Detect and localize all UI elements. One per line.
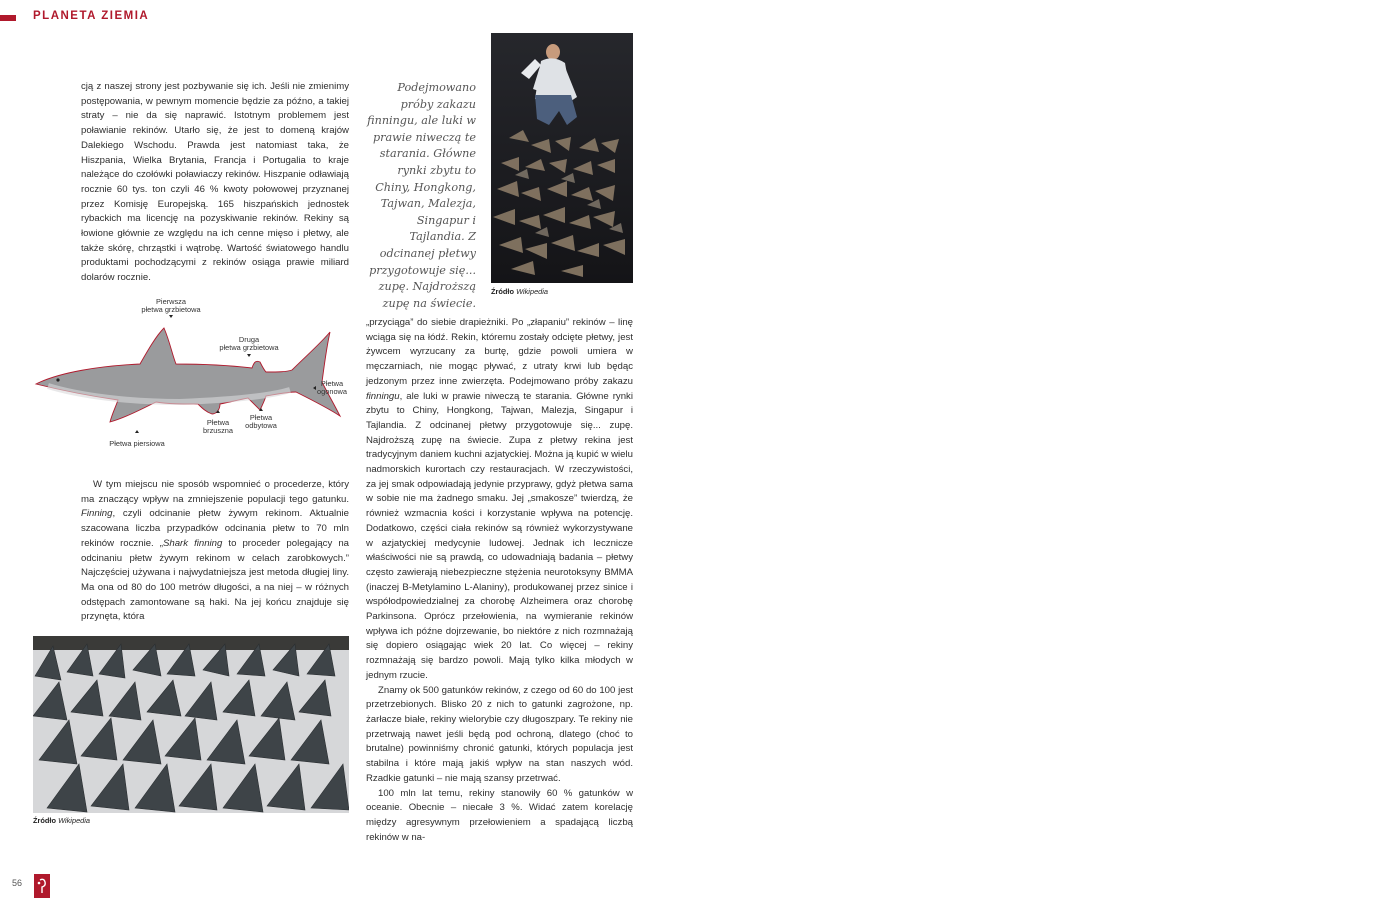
pull-quote: Podejmowano próby zakazu finningu, ale luki w prawie niweczą te starania. Główne rynki zbytu to Chiny, Hongkong, Tajwan, Malezja, Singapur i Tajlandia. Z odcinanej płetwy przygotowuje się... zupę. Najdroższą zupę na świecie. (367, 81, 476, 310)
label-second-dorsal: Druga (238, 335, 260, 344)
text-run: „przyciąga” do siebie drapieżniki. Po „złapaniu” rekinów – linę wciąga się na łódź. Rekin, któremu zostały odcięte płetwy, jest żywcem wyrzucany za burtę, gdzie powoli umiera w męczarniach, nie mogąc pływać, z utraty krwi lub będąc jedzonym przez inne zwierzęta. Podejmowano próby zakazu (366, 317, 633, 387)
label-caudal: Płetwa (320, 379, 344, 388)
paragraph (366, 316, 633, 684)
photo-caption-top (491, 287, 548, 296)
text-run: W tym miejscu nie sposób wspomnieć o procederze, który ma znaczący wpływ na zmniejszenie populacji tego gatunku. (81, 479, 349, 505)
label-caudal-line2: ogonowa (317, 387, 347, 396)
caption-label: Źródło (491, 287, 514, 296)
paragraph: cją z naszej strony jest pozbywanie się ich. Jeśli nie zmienimy postępowania, w pewnym momencie będzie za późno, a takiej straty – nie da się naprawić. Istotnym problemem jest poławianie rekinów. Utarło się, że jest to domeną krajów Dalekiego Wschodu. Prawda jest natomiast taka, że Hiszpania, Wielka Brytania, Francja i Portugalia to kraje należące do czołówki poławiaczy rekinów. Hiszpanie odławiają rocznie 60 tys. ton czyli 46 % kwoty połowowej przyznanej przez Komisję Europejską. 165 hiszpańskich jednostek rybackich ma licencję na pozyskiwanie rekinów. Rekiny są łowione głównie ze względu na ich cenne mięso i płetwy, ale także skórę, chrząstki i wątrobę. Wartość światowego handlu produktami pochodzącymi z rekinów osiąga prawie miliard dolarów rocznie. (81, 81, 349, 284)
text-run: to proceder polegający na odcinaniu płetw żywym rekinom w celach zarobkowych.” Najczęściej używana i najwydatniejsza jest metoda długiej liny. Ma ona od 80 do 100 metrów długości, a na niej – w różnych odstępach zamontowane są haki. Na jej końcu znajduje się przynęta, która (81, 537, 349, 623)
caption-source: Wikipedia (516, 287, 549, 296)
term-finningu: finningu (366, 390, 400, 402)
section-title: PLANETA ZIEMIA (33, 10, 150, 22)
photo-caption-bottom (33, 816, 90, 825)
photo-drying-fins (33, 636, 349, 813)
logo-mark-icon (34, 874, 50, 898)
article-column-left-mid (81, 478, 349, 625)
magazine-logo (34, 874, 50, 898)
arrow-pectoral (135, 430, 139, 433)
article-column-left-top (81, 80, 349, 286)
shark-silhouette (36, 328, 340, 422)
label-pectoral: Płetwa piersiowa (109, 439, 165, 448)
text-run: , ale luki w prawie niweczą te starania. Główne rynki zbytu to Chiny, Hongkong, Tajwan, Malezja, Singapur i Tajlandia. Z odcinanej płetwy przygotowuje się... zupę. Najdroższą zupę na świecie. Zupa z płetwy rekina jest tradycyjnym daniem kuchni azjatyckiej. Można ją kupić w wielu nadmorskich kurortach czy restauracjach. W rzeczywistości, za jej smak odpowiadają jedynie przyprawy, gdyż płetwa sama w sobie nie ma żadnego smaku. Jej „smakosze” twierdzą, że również wzmacnia kości i korzystanie wpływa na potencję. Dodatkowo, części ciała rekinów są również wykorzystywane w azjatyckiej medycynie ludowej. Jednak ich lecznicze właściwości nie są prawdą, co udowadniają badania – płetwy często zawierają niebezpieczne stężenia neurotoksyny BMMA (inaczej B-Metylamino L-Alaniny), produkowanej przez sinice i współodpowiedzialnej za chorobę Alzheimera oraz chorobę Parkinsona. Oprócz przełowienia, na wymieranie rekinów wpływa ich późne dojrzewanie, bo niektóre z nich rozmnażają się dopiero osiągając wiek 20 lat. Co więcej – rekiny rozmnażają się bardzo powoli. Mają tylko kilka młodych w jednym rzucie. (366, 390, 633, 681)
caption-source: Wikipedia (58, 816, 91, 825)
label-first-dorsal-line2: płetwa grzbietowa (141, 305, 201, 314)
arrow-second-dorsal (247, 354, 251, 357)
paragraph (81, 478, 349, 625)
term-finning: Finning (81, 508, 113, 520)
text-run: , czyli odcinanie płetw żywym rekinom. Aktualnie szacowana liczba przypadków odcinania płetw to 70 mln rekinów rocznie. „ (81, 508, 349, 549)
paragraph: 100 mln lat temu, rekiny stanowiły 60 % gatunków w oceanie. Obecnie – niecałe 3 %. Widać zatem korelację między agresywnym przełowieniem a spadającą liczbą rekinów w na- (366, 787, 633, 843)
label-anal-line2: odbytowa (245, 421, 277, 430)
header-accent-bar (0, 15, 16, 21)
photo-fins-illustration (33, 636, 349, 813)
page-number: 56 (12, 878, 23, 888)
label-pelvic: Płetwa (206, 418, 230, 427)
photo-fisherman-illustration (491, 33, 633, 283)
label-pelvic-line2: brzuszna (203, 426, 233, 435)
label-second-dorsal-line2: płetwa grzbietowa (219, 343, 279, 352)
label-anal: Płetwa (249, 413, 273, 422)
shark-anatomy-diagram (30, 292, 355, 452)
label-first-dorsal: Pierwsza (156, 297, 186, 306)
arrow-first-dorsal (169, 315, 173, 318)
photo-fisherman-fins (491, 33, 633, 283)
term-shark-finning: Shark finning (162, 537, 223, 549)
caption-label: Źródło (33, 816, 56, 825)
article-column-right (366, 316, 633, 845)
paragraph: Znamy ok 500 gatunków rekinów, z czego od 60 do 100 jest przetrzebionych. Blisko 20 z nich to gatunki zagrożone, np. żarłacze białe, rekiny wielorybie czy długoszpary. Te rekiny nie przetrwają nawet jeśli będą pod ochroną, dlatego (choć to brutalne) powinniśmy chronić gatunki, których populacja jest stabilna i które mają jakiś wpływ na stan naszych wód. Rzadkie gatunki – nie mają szansy przetrwać. (366, 684, 633, 784)
